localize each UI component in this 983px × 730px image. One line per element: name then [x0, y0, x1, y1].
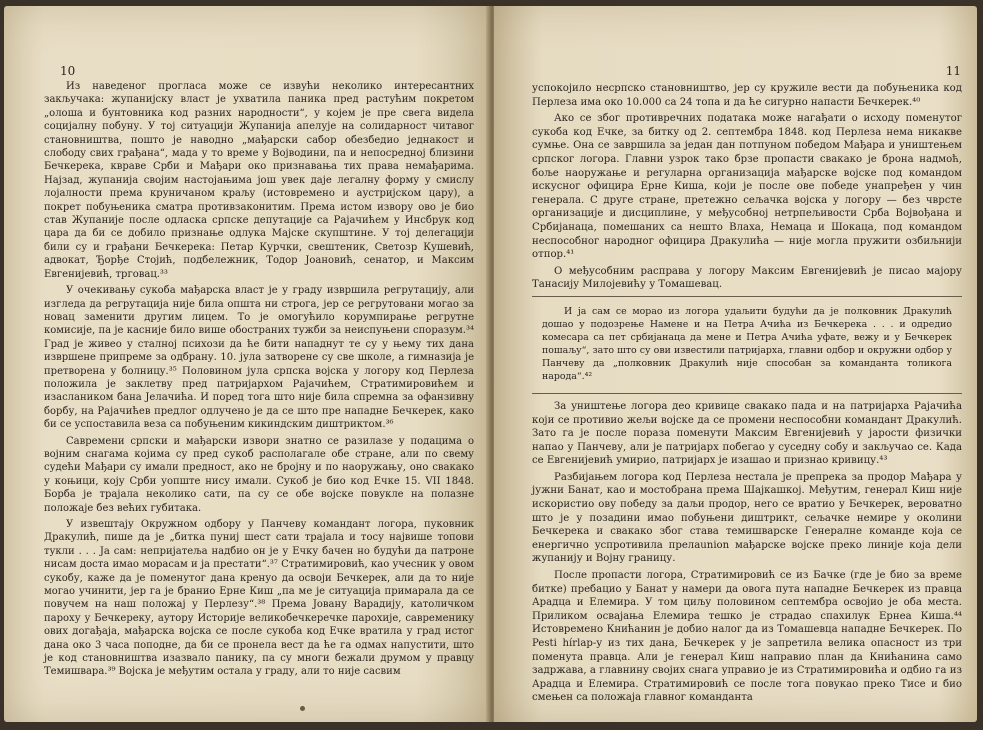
paragraph: Из наведеног прогласа може се извући неколико интересантних закључака: жупанијску власт је ухватила паника пред растућим покретом „олоша и бунтовника код разних народности“, у којем је пре свега видела социјалну побуну. У тој ситуацији Жупанија апелује на солидарност читавог становништва, пошто је наводно „мађарски сабор обезбедио једнакост и слободу свих грађана“, мада у то време у Војводини, па и непосредној близини Бечкерека, квраве Срби и Мађари око признавања тих права немађарима. Најзад, жупанија својим настојањима још увек даје легалну форму у смислу лојалности према круничаном краљу (истовремено и аустријском цару), а покрет побуњеника сматра противзаконитим. Према истом извору ово је био став Жупаније после одласка српске депутације са Рајачићем у Инсбрук код цара да би се добило признање одлука Мајске скупштине. У тој делегацији били су и грађани Бечкерека: Петар Курчки, свештеник, Светозр Кушевић, адвокат, Ђорђе Стојић, подбележник, Тодор Јоановић, сенатор, и Максим Евгенијевић, трговац.³³ — [44, 81, 474, 280]
right-page — [494, 6, 977, 722]
paragraph: О међусобним расправа у логору Максим Евгенијевић је писао мајору Танасију Милојевићу у Томашевац. — [532, 265, 962, 291]
quote-rule-bottom — [532, 393, 962, 394]
paragraph: успокојило несрпско становништво, јер су кружиле вести да побуњеника код Перлеза има око 10.000 са 24 топа и да ће сигурно напасти Бечкерек.⁴⁰ — [532, 83, 962, 108]
paragraph: Разбијањем логора код Перлеза нестала је препрека за продор Мађара у јужни Банат, као и мостобрана према Шајкашкој. Међутим, генерал Киш није искористио ову победу за даљи продор, него се вратио у Бечкерек, вероватно што је у позадини имао побуњени диштрикт, сељачке немире у околини Бечкерека и свакако због става темишварске Генералне команде која се енергично успротивила прелаunion мађарске војске преко линије која дели жупанију и Војну границу. — [532, 471, 962, 565]
paragraph: Ако се због противречних података може нагађати о исходу поменутог сукоба код Ечке, за битку од 2. септембра 1848. код Перлеза нема никакве сумње. Она се завршила за један дан потпуном победом Мађара и уништењем српског логора. Главни узрок тако брзе пропасти свакако је брона надмоћ, боље наоружање и регуларна организација мађарске војске под командом искусног официра Ерне Киша, који је после ове победе унапређен у чин генерала. С друге стране, претежно сељачка војска у логору — без чврсте организације и дисциплине, у међусобној нетрпељивости Срба Војвођана и Србијанаца, помешаних са нешто Влаха, Немаца и Шокаца, под командом неспособног народног официра Дракулића — није могла пружити озбиљнији отпор.⁴¹ — [532, 113, 962, 261]
page-number-left: 10 — [60, 64, 76, 78]
paragraph: После пропасти логора, Стратимировић се из Бачке (где је био за време битке) пребацио у Банат у намери да овога пута нападне Бечкерек из правца Арадца и Елемира. У том циљу половином септембра освојио је оба места. Приликом освајања Елемира тешко је страдао спахилук Ернеа Киша.⁴⁴ Истовремено Книћанин је добио налог да из Томашевца нападне Бечкерек. По Pesti hírlap-у из тих дана, Бечкерек у је запретила велика опасност из три поменута правца. Али је генерал Киш направио план да Книћанина само задржава, а главнину својих снага управио је из Стратимировића и одбио га из Арадца и Елемира. Стратимировић се после тога повукао преко Тисе и био смењен са положаја главног команданта — [532, 570, 962, 704]
paper-mark — [300, 706, 305, 711]
quote-rule-top — [532, 296, 962, 297]
left-page — [4, 6, 490, 722]
left-page-text — [44, 80, 474, 682]
page-number-right: 11 — [945, 64, 961, 78]
paragraph: У очекивању сукоба мађарска власт је у граду извршила регрутацију, али изгледа да регрутација није била општа ни строга, јер се регрутовани могао за новац заменити другим лицем. То је омогућило корумпирање регрутне комисије, па је касније било више обостраних тужби за неиспуњени споразум.³⁴ Град је живео у сталној психози да ће бити нападнут те су у њему тих дана извршене припреме за одбрану. 10. јула затворене су све школе, а гимназија је претворена у болницу.³⁵ Половином јула српска војска у логору код Перлеза положила је заклетву пред патријархом Рајачићем, Стратимировићем и изаслаником бана Јелачића. И поред тога што није била спремна за офанзивну борбу, на Рајачићев предлог одлучено је да се што пре нападне Бечкерек, како би се успоставила веза са побуњеним кикиндским диштриктом.³⁶ — [44, 285, 474, 431]
paragraph: Савремени српски и мађарски извори знатно се разилазе у подацима о војним снагама којима су пред сукоб располагале обе стране, али по свему судећи Мађари су имали предност, ако не бројну и по наоружању, оно свакако у коњици, коју Срби уопште нису имали. Сукоб је био код Ечке 15. VII 1848. Борба је трајала неколико сати, па су се обе војске повукле на полазне положаје без већих губитака. — [44, 435, 474, 514]
paragraph: За уништење логора део кривице свакако пада и на патријарха Рајачића који се противио жељи војске да се промени неспособни командант Дракулић. Зато га је после пораза поменути Максим Евгенијевић у јарости физички напао у Панчеву, али је патријарх побегао у суседну собу и закључао се. Када се Евгенијевић умирио, патријарх је изашао и признао кривицу.⁴³ — [532, 400, 962, 467]
block-quote: И ја сам се морао из логора удаљити будући да је полковник Дракулић дошао у подозрење Намене и на Петра Ачића из Бечкерека . . . и одредио комесара са пет србијанаца да мене и Петра Ачића уфате, вежу и у Бечкерек пошаљу“, зато што су ови известили патријарха, главни одбор и окружни одбор у Панчеву да „полковник Дракулић није способан за команданта толикога народа“.⁴² — [542, 305, 952, 382]
paragraph: У извештају Окружном одбору у Панчеву командант логора, пуковник Дракулић, пише да је „битка пуниј шест сати трајала и тосу највише топови тукли . . . Ја сам: непријатеља надбио он је у Ечку бачен но будући да патроне нисам доста имао морасам и ја престати“.³⁷ Стратимировић, као учесник у овом сукобу, каже да је поменутог дана кренуо да освоји Бечкерек, али да то није могао учинити, јер га је бранио Ерне Киш „па ме је ситуација примарала да се повучем на наш положај у Перлезу“.³⁸ Према Јовану Варадију, католичком пароху у Бечкереку, аутору Историје великобечкеречке парохије, савременику ових догађаја, мађарска војска се после сукоба код Ечке вратила у град истог дана око 3 часа поподне, да би се пронела вест да ће га одмах напустити, што је код становништва изазвало панику, па су многи бежали друмом у правцу Темишвара.³⁹ Војска је међутим остала у граду, али то није сасвим — [44, 519, 474, 678]
right-page-text — [532, 82, 962, 708]
